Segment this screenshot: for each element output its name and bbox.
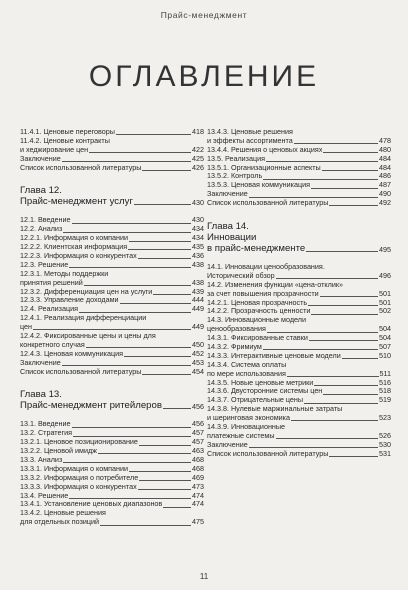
toc-entry [20,261,204,270]
toc-entry-page: 516 [379,377,391,387]
toc-entry-page: 457 [192,437,204,447]
toc-entry [207,146,391,155]
leader-line [89,152,191,153]
toc-entry-page: 530 [379,439,391,449]
toc-entry-page: 531 [379,448,391,458]
toc-entry-title: 14.3.7. Отрицательные цены [207,396,304,405]
toc-entry-page: 473 [192,481,204,491]
leader-line [73,436,191,437]
toc-entry [20,474,204,483]
toc-entry [20,341,204,350]
toc-entry-page: 434 [192,224,204,234]
toc-entry-title: и шеринговая экономика [207,414,290,423]
toc-entry [207,263,391,272]
toc-entry-title: Заключение [207,440,248,449]
toc-entry-title: по мере использования [207,369,286,378]
toc-entry [207,128,391,137]
running-head: Прайс-менеджмент [160,10,248,20]
toc-entry-title: 13.2.1. Ценовое позиционирование [20,438,138,447]
leader-line [72,223,191,224]
toc-entry [207,181,391,190]
toc-entry [20,518,204,527]
toc-entry-title: Исторический обзор [207,271,275,280]
chapter-12-entries [20,216,204,376]
toc-entry-page: 507 [379,342,391,352]
toc-entry-title: 12.2. Анализ [20,225,63,234]
chapter-number: Глава 14. [207,221,249,233]
toc-entry-page: 502 [379,306,391,316]
toc-entry-page: 501 [379,297,391,307]
toc-entry [20,314,204,323]
toc-entry-page: 426 [192,162,204,172]
toc-entry [207,450,391,459]
chapter-page: 430 [192,198,204,208]
toc-entry-title: Список использованной литературы [207,449,329,458]
leader-line [309,340,378,341]
leader-line [142,374,191,375]
page-number: 11 [199,572,209,581]
toc-entry-title: 13.3.1. Информация о компании [20,464,129,473]
toc-entry [207,370,391,379]
toc-entry-title: 14.2. Изменения функции «цена-отклик» [207,280,344,289]
toc-entry-page: 510 [379,350,391,360]
leader-line [69,498,191,499]
toc-entry-title: 12.3.2. Дифференциация цен на услуги [20,287,153,296]
toc-entry-page: 463 [192,446,204,456]
toc-entry [207,172,391,181]
toc-entry [207,441,391,450]
toc-entry-title: 13.3.3. Информация о конкурентах [20,482,137,491]
toc-entry-title: для отдельных позиций [20,518,100,527]
toc-entry-page: 430 [192,215,204,225]
leader-line [249,197,378,198]
toc-entry-page: 418 [192,126,204,136]
leader-line [98,453,191,454]
toc-right-column [207,128,391,459]
toc-entry-title: 13.4.3. Ценовые решения [207,127,293,136]
toc-entry-title: 11.4.1. Ценовые переговоры [20,127,115,136]
toc-entry-title: 12.2.1. Информация о компании [20,234,129,243]
toc-entry-title: Список использованной литературы [20,163,142,172]
toc-entry-title: 14.3.1. Фиксированные ставки [207,334,308,343]
leader-line [320,296,378,297]
toc-entry-title: 12.1. Введение [20,216,71,225]
toc-entry-page: 468 [192,463,204,473]
toc-entry-title: Список использованной литературы [20,367,142,376]
toc-entry-title: 14.3.4. Система оплаты [207,360,287,369]
chapter-page: 456 [192,402,204,412]
toc-entry [20,243,204,252]
leader-line [308,305,378,306]
leader-line [100,525,191,526]
toc-entry [20,155,204,164]
toc-entry [20,288,204,297]
toc-entry-page: 450 [192,339,204,349]
toc-entry [20,216,204,225]
leader-line [116,134,191,135]
toc-entry-page: 457 [192,428,204,438]
chapter-13-heading [20,389,204,411]
toc-entry-title: 12.2.2. Клиентская информация [20,243,128,252]
toc-entry-title: 14.2.1. Ценовая прозрачность [207,298,308,307]
toc-entry-page: 518 [379,386,391,396]
toc-entry-title: 14.3.8. Нулевые маржинальные затраты [207,405,343,414]
leader-line [63,462,191,463]
toc-entry [20,225,204,234]
chapter-14-entries [207,263,391,459]
toc-entry-page: 487 [379,180,391,190]
toc-entry-page: 484 [379,153,391,163]
leader-line [139,445,191,446]
toc-entry-page: 519 [379,395,391,405]
leader-line [329,456,378,457]
toc-entry-title: 13.3.2. Информация о потребителе [20,473,139,482]
toc-entry [20,492,204,501]
toc-entry-title: 14.3.9. Инновационные [207,423,286,432]
toc-entry-title: 13.5. Реализация [207,154,265,163]
toc-entry-title: 13.3. Анализ [20,456,63,465]
toc-entry-title: 13.4.2. Ценовые решения [20,509,106,518]
leader-line [33,329,191,330]
leader-line [63,232,191,233]
toc-left-column [20,128,204,527]
toc-section-continuation [20,128,204,172]
toc-entry [207,307,391,316]
toc-entry [20,501,204,510]
leader-line [263,349,378,350]
toc-entry [20,296,204,305]
toc-entry-page: 438 [192,259,204,269]
toc-entry-title: Список использованной литературы [207,199,329,208]
leader-line [304,403,378,404]
chapter-title: Прайс-менеджмент услуг [20,196,133,208]
toc-entry-title: 14.1. Инновации ценообразования. [207,263,325,271]
leader-line [267,332,378,333]
leader-line [84,285,191,286]
toc-entry [20,305,204,314]
toc-entry-page: 449 [192,304,204,314]
leader-line [163,507,191,508]
toc-entry-page: 468 [192,455,204,465]
toc-entry-title: Заключение [207,190,248,199]
toc-entry [207,423,391,432]
toc-entry [20,128,204,137]
toc-entry-title: 12.4.3. Ценовая коммуникация [20,349,123,358]
toc-entry-page: 523 [379,413,391,423]
toc-entry-title: 14.3.5. Новые ценовые метрики [207,378,314,387]
toc-entry-page: 454 [192,366,204,376]
toc-entry-title: 14.3.3. Интерактивные ценовые модели [207,351,341,360]
toc-entry [20,323,204,332]
toc-entry [20,234,204,243]
toc-entry [20,350,204,359]
toc-entry-title: 12.4.1. Реализация дифференциации [20,314,147,323]
toc-entry-title: и эффекты ассортимента [207,136,293,145]
leader-line [139,480,191,481]
toc-entry-page: 453 [192,357,204,367]
toc-entry-title: 11.4.2. Ценовые контракты [20,136,110,145]
toc-entry-title: 12.3. Решение [20,260,69,269]
toc-entry [20,368,204,377]
leader-line [276,438,378,439]
toc-entry-page: 484 [379,162,391,172]
chapter-title: Инновации [207,232,257,244]
toc-entry-page: 501 [379,288,391,298]
toc-entry-page: 492 [379,198,391,208]
toc-entry-page: 490 [379,189,391,199]
toc-entry [207,405,391,414]
leader-line [322,170,378,171]
chapter-title: Прайс-менеджмент ритейлеров [20,400,162,412]
toc-entry [207,190,391,199]
toc-entry-title: 13.5.3. Ценовая коммуникация [207,181,310,190]
chapter-number: Глава 12. [20,185,62,197]
toc-entry-page: 474 [192,499,204,509]
toc-entry [207,281,391,290]
toc-entry-title: 13.4. Решение [20,491,69,500]
toc-entry-page: 478 [379,135,391,145]
toc-entry-page: 422 [192,144,204,154]
toc-entry-title: конкретного случая [20,340,85,349]
toc-entry-title: 14.2.2. Прозрачность ценности [207,307,311,316]
toc-entry [20,146,204,155]
leader-line [291,420,378,421]
toc-entry-page: 436 [192,251,204,260]
toc-entry-title: ценообразования [207,325,266,334]
toc-entry [20,279,204,288]
toc-entry-title: 12.4. Реализация [20,305,78,314]
toc-entry-page: 511 [379,368,391,378]
toc-entry-title: 12.2.3. Информация о конкурентах [20,252,137,260]
toc-entry [207,272,391,281]
toc-entry [207,379,391,388]
leader-line [129,471,191,472]
chapter-page: 495 [379,245,391,255]
leader-line [294,143,378,144]
toc-entry-title: Заключение [20,358,61,367]
leader-line [311,314,378,315]
toc-entry [207,299,391,308]
toc-entry-page: 438 [192,277,204,287]
toc-entry-title: 13.4.4. Решения о ценовых акциях [207,145,323,154]
leader-line [263,179,378,180]
toc-entry [207,414,391,423]
toc-entry-page: 486 [379,171,391,181]
leader-line [314,385,378,386]
leader-line [128,249,191,250]
leader-line [138,489,191,490]
toc-entry-title: 13.2.2. Ценовой имидж [20,447,97,456]
toc-entry-page: 435 [192,242,204,252]
toc-entry [20,359,204,368]
chapter-13-entries [20,420,204,527]
toc-entry-page: 475 [192,517,204,527]
toc-entry [20,483,204,492]
leader-line [323,394,378,395]
toc-entry-page: 456 [192,419,204,429]
toc-entry [20,509,204,518]
leader-line [79,312,191,313]
leader-line [249,447,378,448]
toc-entry-title: 13.5.2. Контроль [207,172,263,181]
toc-section-continuation [207,128,391,208]
toc-entry [20,429,204,438]
chapter-12-heading [20,185,204,207]
toc-entry [207,352,391,361]
toc-entry-page: 504 [379,324,391,334]
leader-line [69,267,191,268]
chapter-title-cont: в прайс-менеджменте [207,243,306,255]
toc-entry-title: Заключение [20,154,61,163]
toc-entry [207,343,391,352]
toc-entry-title: 14.3.2. Фримиум [207,343,262,352]
chapter-14-heading [207,221,391,254]
toc-entry [207,396,391,405]
toc-entry [20,252,204,261]
toc-entry-page: 504 [379,333,391,343]
toc-entry [20,164,204,173]
toc-entry-page: 449 [192,322,204,332]
leader-line [142,170,191,171]
leader-line [323,152,378,153]
toc-entry-title: 13.2. Стратегия [20,429,73,438]
leader-line [276,278,378,279]
toc-entry [207,137,391,146]
toc-entry-title: 12.3.1. Методы поддержки [20,269,109,278]
leader-line [138,258,191,259]
toc-entry-page: 469 [192,472,204,482]
toc-entry [207,432,391,441]
leader-line [153,294,191,295]
leader-line [120,303,191,304]
toc-entry-page: 444 [192,295,204,305]
toc-entry [207,164,391,173]
toc-entry [20,420,204,429]
toc-entry-title: 14.3.6. Двусторонние системы цен [207,387,323,396]
toc-entry [20,456,204,465]
leader-line [311,188,378,189]
toc-entry-page: 474 [192,490,204,500]
leader-line [62,161,191,162]
toc-entry-page: 439 [192,286,204,296]
toc-entry [207,361,391,370]
toc-entry-title: и хеджирование цен [20,145,89,154]
chapter-number: Глава 13. [20,389,62,401]
leader-line [287,376,379,377]
toc-entry [207,334,391,343]
toc-entry-title: 13.4.1. Установление ценовых диапазонов [20,500,163,509]
toc-entry-title: 14.3. Инновационные модели [207,316,306,325]
toc-entry-title: 12.4.2. Фиксированные цены и цены для [20,332,156,341]
toc-entry [20,137,204,146]
toc-entry-title: за счет повышения прозрачности [207,289,319,298]
toc-entry [20,447,204,456]
toc-entry-title: платежные системы [207,431,275,440]
toc-entry-title: 13.1. Введение [20,420,71,429]
toc-entry-title: цен [20,323,33,332]
toc-entry [20,465,204,474]
toc-entry [207,199,391,208]
leader-line [72,427,191,428]
toc-entry [207,290,391,299]
leader-line [62,365,191,366]
leader-line [329,205,378,206]
toc-entry [20,270,204,279]
toc-entry-page: 434 [192,233,204,243]
toc-entry-page: 452 [192,348,204,358]
toc-entry-page: 480 [379,144,391,154]
toc-entry-title: 12.3.3. Управление доходами [20,296,119,305]
leader-line [86,347,191,348]
toc-entry [20,332,204,341]
toc-entry [20,438,204,447]
page-title: ОГЛАВЛЕНИЕ [88,60,320,93]
toc-entry [207,325,391,334]
leader-line [266,161,378,162]
toc-entry [207,155,391,164]
leader-line [124,356,191,357]
toc-entry-page: 425 [192,153,204,163]
leader-line [129,241,191,242]
toc-entry-page: 496 [379,270,391,280]
leader-line [342,358,378,359]
toc-entry-title: принятия решений [20,278,83,287]
toc-entry [207,316,391,325]
toc-entry-title: 13.5.1. Организационные аспекты [207,163,321,172]
toc-entry-page: 526 [379,430,391,440]
toc-entry [207,387,391,396]
